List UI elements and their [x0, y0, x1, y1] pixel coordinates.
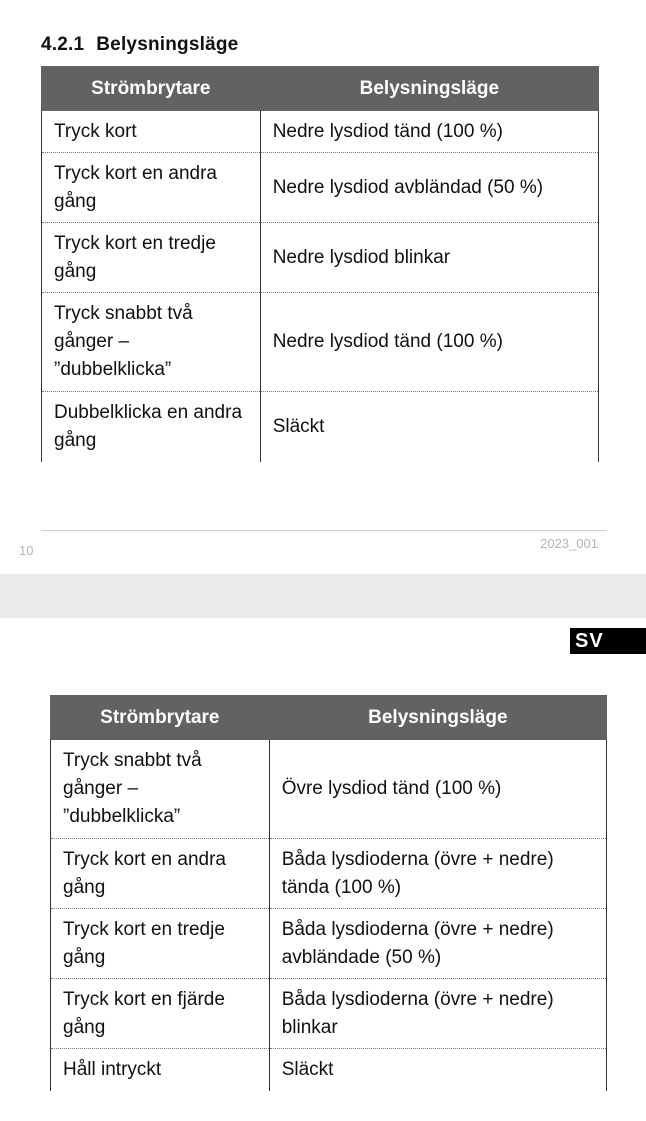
table-row: [42, 223, 599, 293]
language-badge: SV: [570, 628, 646, 654]
cell-mode: Släckt: [269, 1049, 606, 1091]
table-header-row: [51, 696, 607, 740]
cell-switch: Tryck kort en andra gång: [51, 839, 270, 909]
table-row: [51, 979, 607, 1049]
cell-switch: Tryck snabbt två gånger – ”dubbelklicka”: [51, 740, 270, 839]
cell-mode: Övre lysdiod tänd (100 %): [269, 740, 606, 839]
page-number: 10: [19, 543, 34, 558]
cell-switch: Tryck snabbt två gånger – ”dubbelklicka”: [42, 293, 261, 392]
cell-mode: Nedre lysdiod avbländad (50 %): [260, 153, 598, 223]
cell-switch: Tryck kort: [42, 111, 261, 153]
cell-mode: Släckt: [260, 392, 598, 462]
cell-switch: Tryck kort en fjärde gång: [51, 979, 270, 1049]
section-title: Belysningsläge: [96, 34, 239, 55]
cell-mode: Nedre lysdiod tänd (100 %): [260, 293, 598, 392]
section-number: 4.2.1: [41, 34, 85, 55]
cell-mode: Nedre lysdiod tänd (100 %): [260, 111, 598, 153]
footer-divider: [41, 530, 607, 531]
table-row: [51, 839, 607, 909]
cell-switch: Tryck kort en tredje gång: [51, 909, 270, 979]
cell-mode: Båda lysdioderna (övre + nedre) tända (100 %): [269, 839, 606, 909]
table-header-row: [42, 67, 599, 111]
cell-mode: Båda lysdioderna (övre + nedre) avbländade (50 %): [269, 909, 606, 979]
table-row: [42, 111, 599, 153]
cell-switch: Tryck kort en tredje gång: [42, 223, 261, 293]
table-row: [42, 392, 599, 462]
document-code: 2023_001: [540, 536, 598, 551]
column-header-mode: Belysningsläge: [260, 67, 598, 111]
lighting-mode-table-2: [50, 695, 607, 1091]
table-row: [51, 909, 607, 979]
column-header-switch: Strömbrytare: [51, 696, 270, 740]
column-header-switch: Strömbrytare: [42, 67, 261, 111]
section-heading: [41, 34, 238, 56]
cell-switch: Dubbelklicka en andra gång: [42, 392, 261, 462]
cell-switch: Tryck kort en andra gång: [42, 153, 261, 223]
table-row: [42, 153, 599, 223]
cell-mode: Nedre lysdiod blinkar: [260, 223, 598, 293]
cell-switch: Håll intryckt: [51, 1049, 270, 1091]
cell-mode: Båda lysdioderna (övre + nedre) blinkar: [269, 979, 606, 1049]
lighting-mode-table-1: [41, 66, 599, 462]
table-row: [42, 293, 599, 392]
table-row: [51, 1049, 607, 1091]
column-header-mode: Belysningsläge: [269, 696, 606, 740]
table-row: [51, 740, 607, 839]
